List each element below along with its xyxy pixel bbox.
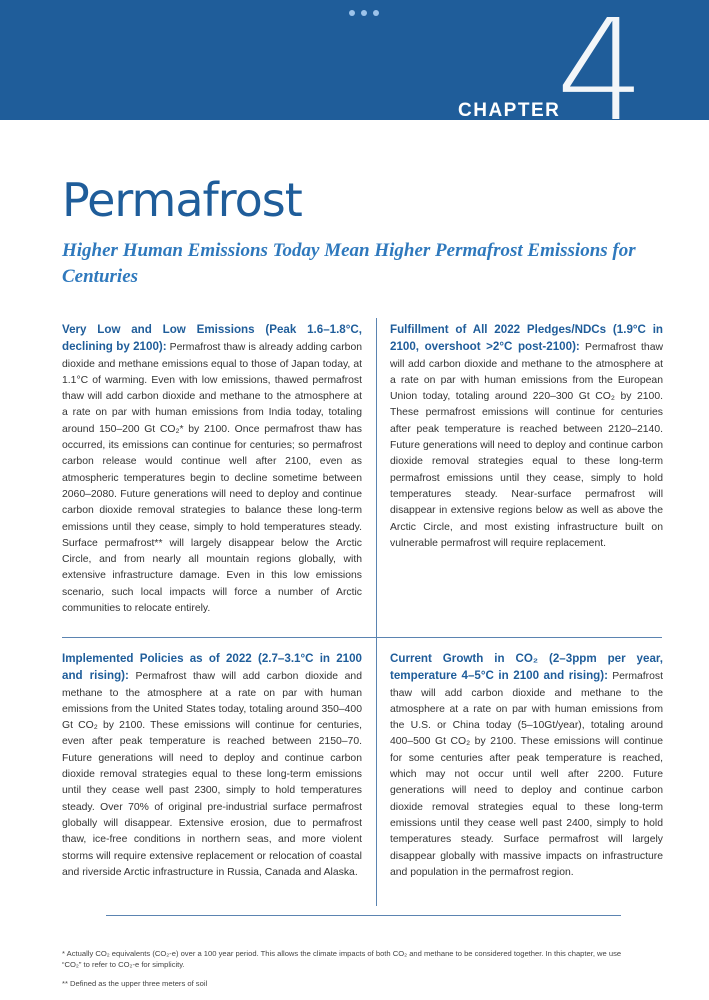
- dot-icon: [373, 10, 379, 16]
- section-pledges: [390, 322, 663, 552]
- section-current-growth: [390, 651, 663, 881]
- section-heading: Fulfillment of All 2022 Pledges/NDCs (1.9°C in 2100, overshoot >2°C post-2100):: [390, 323, 663, 354]
- column-divider: [376, 318, 377, 906]
- more-dots-icon[interactable]: [349, 10, 379, 16]
- footnote-surface-permafrost: ** Defined as the upper three meters of soil: [62, 979, 208, 988]
- chapter-number: 4: [556, 0, 646, 120]
- page-title: Permafrost: [62, 173, 302, 227]
- footnote-co2e: * Actually CO₂ equivalents (CO₂-e) over a 100 year period. This allows the climate impacts of both CO₂ and methane to be considered together. In this chapter, we use “CO₂” to refer to CO₂-e for simplicity.: [62, 949, 622, 969]
- page-subtitle: Higher Human Emissions Today Mean Higher Permafrost Emissions for Centuries: [62, 240, 636, 287]
- section-body: Permafrost thaw will add carbon dioxide and methane to the atmosphere at a rate on par with human emissions from the European Union today, totaling around 220–300 Gt CO₂ by 2100. These permafrost emissions will continue for centuries after peak temperature is reached between 2120–2140. Future generations will need to deploy and continue carbon dioxide removal strategies equal to these long-term permafrost emissions until they cease, simply to hold temperatures steady. Near-surface permafrost will disappear in extensive regions below as well as above the Arctic Circle, and most existing infrastructure built on vulnerable permafrost will require replacement.: [390, 342, 663, 549]
- section-body: Permafrost thaw will add carbon dioxide and methane to the atmosphere at a rate on par with human emissions from the United States today, totaling around 350–400 Gt CO₂ by 2100. These emissions will continue for centuries, even after peak temperature is reached between 2150–70. Future generations will need to deploy and continue carbon dioxide removal strategies equal to these long-term emissions until they cease well past 2300, simply to hold temperatures steady. Over 70% of original pre-industrial surface permafrost globally will disappear. Extensive erosion, due to permafrost thaw, ice-free conditions in northern seas, and more violent storms will require extensive replacement or relocation of coastal and riverside Arctic infrastructure in Russia, Canada and Alaska.: [62, 671, 362, 878]
- chapter-label: CHAPTER: [458, 100, 561, 120]
- section-body: Permafrost thaw will add carbon dioxide and methane to the atmosphere at a rate on par with human emissions from the U.S. or China today (5–10Gt/year), totaling around 400–500 Gt CO₂ by 2100. These emissions will continue for some centuries after peak temperature is reached, which may not occur until well after 2200. Future generations will need to deploy and continue carbon dioxide removal strategies equal to these long-term emissions until they cease well past 2400, simply to hold temperatures steady. Surface permafrost will largely disappear globally with massive impacts on infrastructure and population in the permafrost region.: [390, 671, 664, 878]
- section-body: Permafrost thaw is already adding carbon dioxide and methane emissions equal to those of Japan today, at 1.1°C of warming. Even with low emissions, thawed permafrost thaw will add carbon dioxide and methane to the atmosphere at a rate on par with human emissions from India today, totaling around 150–200 Gt CO₂* by 2100. Once permafrost thaw has occurred, its emissions can continue for centuries; so permafrost carbon release would continue well after 2100, even as atmospheric temperatures begin to decline sometime between 2060–2080. Future generations will need to deploy and continue carbon dioxide removal strategies to balance these long-term emissions until they cease, simply to hold temperatures steady. Surface permafrost** will largely disappear below the Arctic Circle, and from nearly all mountain regions globally, with extensive infrastructure damage. Even in this low emissions scenario, such local impacts will force a number of Arctic communities to relocate entirely.: [62, 342, 363, 615]
- dot-icon: [349, 10, 355, 16]
- section-heading: Implemented Policies as of 2022 (2.7–3.1°C in 2100 and rising):: [62, 652, 362, 683]
- row-divider: [62, 637, 662, 638]
- section-heading: Current Growth in CO₂ (2–3ppm per year, temperature 4–5°C in 2100 and rising):: [390, 652, 663, 683]
- section-heading: Very Low and Low Emissions (Peak 1.6–1.8°C, declining by 2100):: [62, 323, 362, 354]
- section-low-emissions: [62, 322, 362, 617]
- section-implemented-policies: [62, 651, 362, 881]
- footnote-divider: [106, 915, 621, 916]
- dot-icon: [361, 10, 367, 16]
- chapter-banner: [0, 0, 709, 120]
